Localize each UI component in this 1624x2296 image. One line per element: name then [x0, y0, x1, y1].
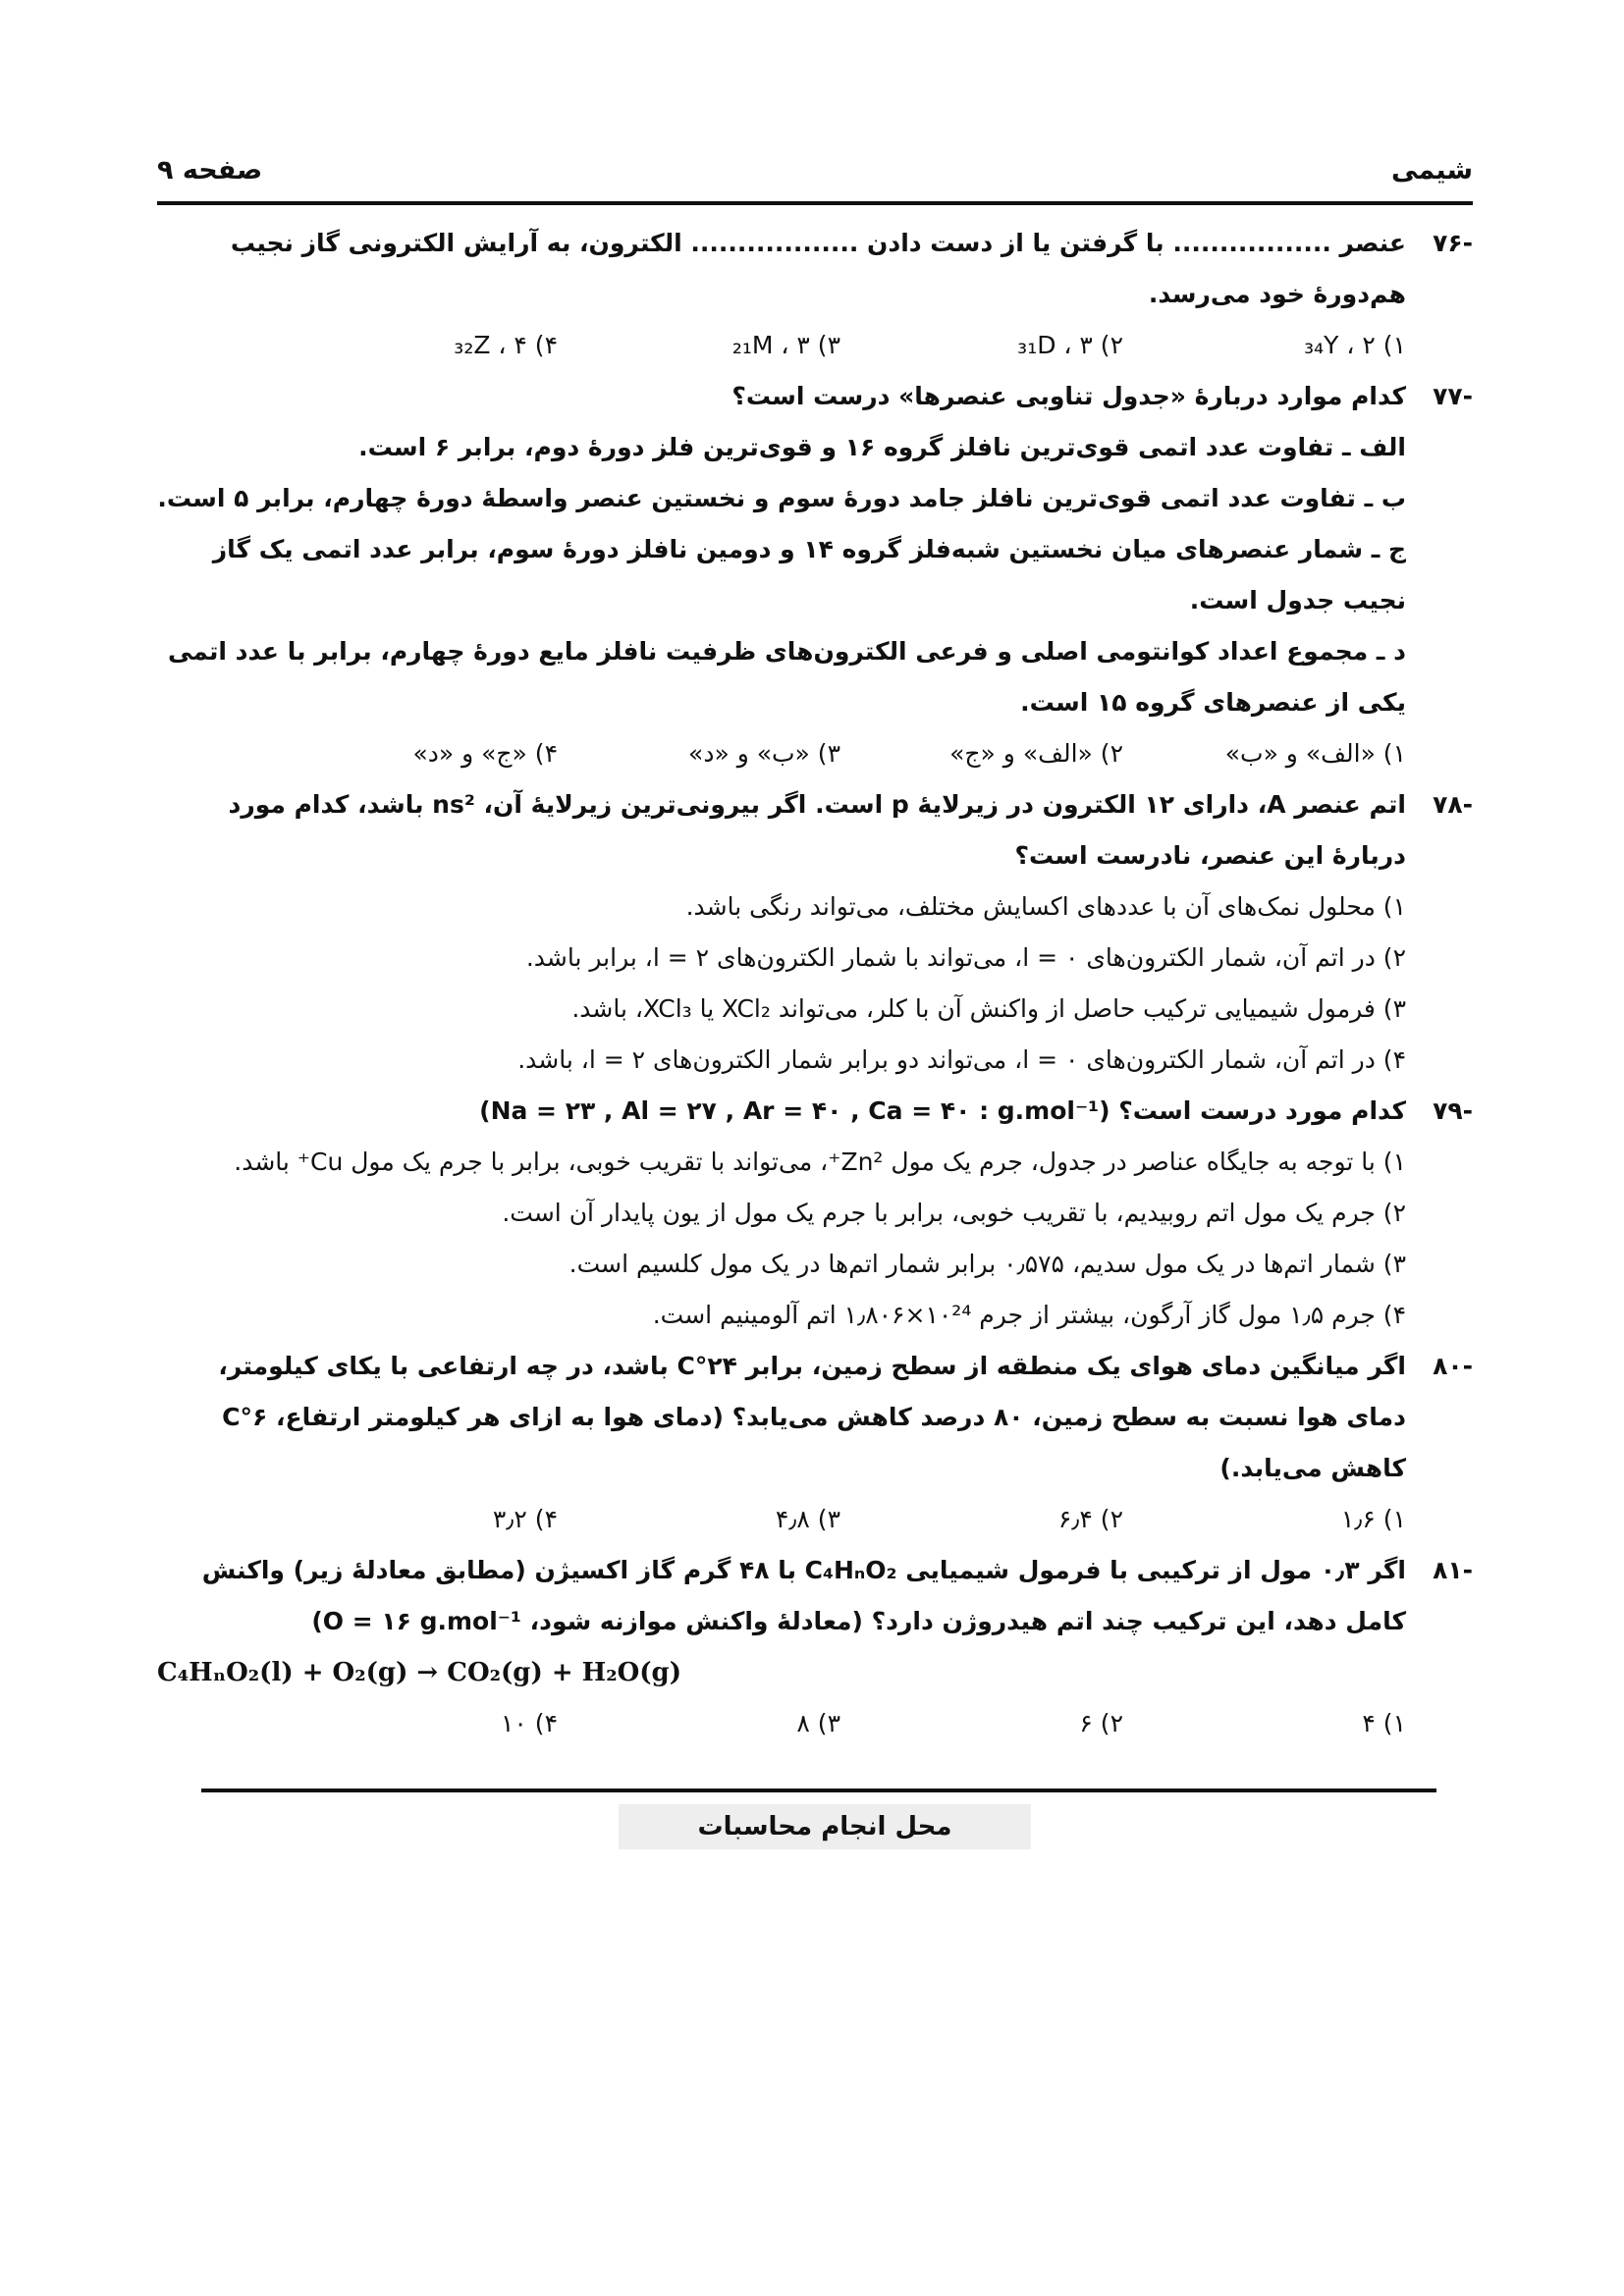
subject-title: شیمی: [1391, 155, 1473, 186]
question-number: -۸۰: [1433, 1352, 1473, 1380]
question-80: [157, 1341, 1473, 1545]
page-header: [157, 147, 1473, 198]
option-4[interactable]: ۴) در اتم آن، شمار الکترون‌های l = ۰، می‌تواند دو برابر شمار الکترون‌های l = ۲، باشد.: [517, 1045, 1406, 1074]
question-stem: کدام مورد درست است؟ (Na = ۲۳ , Al = ۲۷ , Ar = ۴۰ , Ca = ۴۰ : g.mol⁻¹): [479, 1096, 1406, 1125]
reaction-equation: C₄HₙO₂(l) + O₂(g) → CO₂(g) + H₂O(g): [157, 1658, 682, 1687]
option-2[interactable]: ۲) ۶٫۴: [1057, 1505, 1123, 1533]
option-3[interactable]: ۳) ₂₁M ، ۳: [731, 331, 840, 359]
option-2[interactable]: ۲) در اتم آن، شمار الکترون‌های l = ۰، می‌تواند با شمار الکترون‌های l = ۲، برابر باشد.: [525, 943, 1406, 972]
option-2[interactable]: ۲) «الف» و «ج»: [949, 739, 1123, 768]
question-number: -۷۶: [1433, 229, 1473, 257]
option-2[interactable]: ۲) جرم یک مول اتم روبیدیم، با تقریب خوبی، برابر با جرم یک مول از یون پایدار آن است.: [502, 1199, 1406, 1227]
option-1[interactable]: ۱) ₃₄Y ، ۲: [1304, 331, 1406, 359]
option-1[interactable]: ۱) محلول نمک‌های آن با عددهای اکسایش مختلف، می‌تواند رنگی باشد.: [685, 892, 1406, 921]
option-3[interactable]: ۳) ۸: [796, 1709, 840, 1737]
question-77: [157, 371, 1473, 779]
page-number: صفحه ۹: [157, 155, 263, 186]
option-4[interactable]: ۴) ۱۰: [501, 1709, 558, 1737]
question-number: -۷۷: [1433, 382, 1473, 410]
option-3[interactable]: ۳) فرمول شیمیایی ترکیب حاصل از واکنش آن با کلر، می‌تواند XCl₂ یا XCl₃، باشد.: [571, 994, 1406, 1023]
statement-be: ب ـ تفاوت عدد اتمی قوی‌ترین نافلز جامد دورهٔ سوم و نخستین عنصر واسطهٔ دورهٔ چهارم، برابر ۵ است.: [157, 484, 1406, 512]
option-1[interactable]: ۱) با توجه به جایگاه عناصر در جدول، جرم یک مول Zn²⁺، می‌تواند با تقریب خوبی، برابر با جرم یک مول Cu⁺ باشد.: [234, 1148, 1406, 1176]
option-1[interactable]: ۱) ۱٫۶: [1340, 1505, 1406, 1533]
answer-options: [157, 1494, 1406, 1545]
option-1[interactable]: ۱) «الف» و «ب»: [1224, 739, 1406, 768]
question-stem: اگر میانگین دمای هوای یک منطقه از سطح زمین، برابر ۲۴°C باشد، در چه ارتفاعی با یکای کیلومتر، دمای هوا نسبت به سطح زمین، ۸۰ درصد کاهش می‌یابد؟ (دمای هوا به ازای هر کیلومتر ارتفاع، ۶°C کاهش می‌یابد.): [218, 1352, 1406, 1482]
question-stem: اگر ۰٫۳ مول از ترکیبی با فرمول شیمیایی C₄HₙO₂ با ۴۸ گرم گاز اکسیژن (مطابق معادلهٔ زیر) واکنش کامل دهد، این ترکیب چند اتم هیدروژن دارد؟ (معادلهٔ واکنش موازنه شود، O = ۱۶ g.mol⁻¹): [201, 1556, 1406, 1635]
header-divider: [157, 201, 1473, 205]
question-81-options: [157, 1698, 1473, 1749]
option-3[interactable]: ۳) ۴٫۸: [775, 1505, 840, 1533]
option-4[interactable]: ۴) جرم ۱٫۵ مول گاز آرگون، بیشتر از جرم ۱۰²⁴×۱٫۸۰۶ اتم آلومینیم است.: [652, 1301, 1406, 1329]
question-number: -۷۹: [1433, 1096, 1473, 1125]
question-number: -۸۱: [1433, 1556, 1473, 1584]
statement-alef: الف ـ تفاوت عدد اتمی قوی‌ترین نافلز گروه ۱۶ و قوی‌ترین فلز دورهٔ دوم، برابر ۶ است.: [358, 433, 1406, 461]
question-78: [157, 779, 1473, 1086]
answer-options: [157, 320, 1406, 371]
option-4[interactable]: ۴) ₃₂Z ، ۴: [454, 331, 558, 359]
answer-options: [157, 728, 1406, 779]
answer-options: [157, 1698, 1406, 1749]
option-3[interactable]: ۳) شمار اتم‌ها در یک مول سدیم، ۰٫۵۷۵ برابر شمار اتم‌ها در یک مول کلسیم است.: [568, 1250, 1406, 1278]
option-4[interactable]: ۴) ۳٫۲: [492, 1505, 558, 1533]
option-2[interactable]: ۲) ۶: [1079, 1709, 1123, 1737]
questions-area: [157, 218, 1473, 1749]
calculation-area-label: محل انجام محاسبات: [619, 1804, 1031, 1849]
statement-jim: ج ـ شمار عنصرهای میان نخستین شبه‌فلز گروه ۱۴ و دومین نافلز دورهٔ سوم، برابر عدد اتمی یک گاز نجیب جدول است.: [212, 535, 1406, 614]
option-4[interactable]: ۴) «ج» و «د»: [412, 739, 558, 768]
question-81: [157, 1545, 1473, 1647]
question-stem: اتم عنصر A، دارای ۱۲ الکترون در زیرلایهٔ p است. اگر بیرونی‌ترین زیرلایهٔ آن، ns² باشد، کدام مورد دربارهٔ این عنصر، نادرست است؟: [228, 790, 1406, 870]
question-79: [157, 1086, 1473, 1341]
footer-divider: [201, 1789, 1436, 1792]
option-2[interactable]: ۲) ₃₁D ، ۳: [1017, 331, 1123, 359]
option-1[interactable]: ۱) ۴: [1362, 1709, 1406, 1737]
question-number: -۷۸: [1433, 790, 1473, 819]
question-76: [157, 218, 1473, 371]
statement-dal: د ـ مجموع اعداد کوانتومی اصلی و فرعی الکترون‌های ظرفیت نافلز مایع دورهٔ چهارم، برابر با عدد اتمی یکی از عنصرهای گروه ۱۵ است.: [167, 637, 1406, 717]
question-stem: عنصر ................. با گرفتن یا از دست دادن .................. الکترون، به آرایش الکترونی گاز نجیب هم‌دورهٔ خود می‌رسد.: [230, 229, 1406, 308]
option-3[interactable]: ۳) «ب» و «د»: [688, 739, 840, 768]
question-stem: کدام موارد دربارهٔ «جدول تناوبی عنصرها» درست است؟: [731, 382, 1406, 410]
